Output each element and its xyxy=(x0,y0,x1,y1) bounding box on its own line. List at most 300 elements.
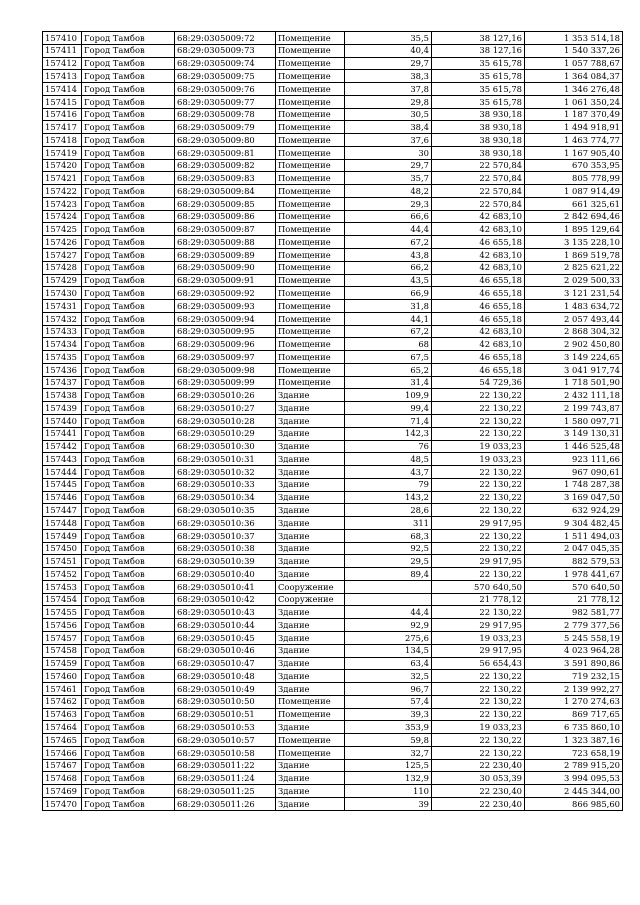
table-row xyxy=(43,57,623,70)
area-cell: 66,2 xyxy=(345,261,432,274)
table-row xyxy=(43,300,623,313)
cadastral-number-cell: 68:29:0305009:81 xyxy=(175,146,276,159)
table-row xyxy=(43,619,623,632)
cadastral-value-cell: 1 061 350,24 xyxy=(525,95,623,108)
cadastral-number-cell: 68:29:0305009:86 xyxy=(175,210,276,223)
row-number: 157453 xyxy=(43,580,82,593)
table-row xyxy=(43,338,623,351)
cadastral-number-cell: 68:29:0305010:49 xyxy=(175,683,276,696)
area-cell xyxy=(345,593,432,606)
area-cell: 67,5 xyxy=(345,351,432,364)
table-row xyxy=(43,121,623,134)
cadastral-value-cell: 3 041 917,74 xyxy=(525,363,623,376)
city-cell: Город Тамбов xyxy=(82,389,175,402)
row-number: 157433 xyxy=(43,325,82,338)
cadastral-value-cell: 2 445 344,00 xyxy=(525,785,623,798)
cadastral-value-cell: 1 446 525,48 xyxy=(525,440,623,453)
cadastral-value-cell: 866 985,60 xyxy=(525,797,623,810)
cadastral-value-cell: 1 270 274,63 xyxy=(525,695,623,708)
unit-value-cell: 42 683,10 xyxy=(432,325,525,338)
object-type-cell: Помещение xyxy=(276,210,345,223)
cadastral-number-cell: 68:29:0305009:78 xyxy=(175,108,276,121)
object-type-cell: Здание xyxy=(276,785,345,798)
object-type-cell: Помещение xyxy=(276,351,345,364)
city-cell: Город Тамбов xyxy=(82,172,175,185)
row-number: 157443 xyxy=(43,453,82,466)
area-cell: 48,2 xyxy=(345,185,432,198)
unit-value-cell: 22 570,84 xyxy=(432,197,525,210)
cadastral-number-cell: 68:29:0305009:88 xyxy=(175,236,276,249)
cadastral-value-cell: 3 121 231,54 xyxy=(525,287,623,300)
area-cell: 48,5 xyxy=(345,453,432,466)
row-number: 157466 xyxy=(43,746,82,759)
area-cell: 68,3 xyxy=(345,529,432,542)
area-cell: 35,5 xyxy=(345,32,432,45)
unit-value-cell: 22 130,22 xyxy=(432,606,525,619)
cadastral-number-cell: 68:29:0305009:85 xyxy=(175,197,276,210)
row-number: 157456 xyxy=(43,619,82,632)
unit-value-cell: 21 778,12 xyxy=(432,593,525,606)
unit-value-cell: 22 130,22 xyxy=(432,504,525,517)
cadastral-number-cell: 68:29:0305009:95 xyxy=(175,325,276,338)
cadastral-value-cell: 2 139 992,27 xyxy=(525,683,623,696)
area-cell: 30 xyxy=(345,146,432,159)
row-number: 157414 xyxy=(43,83,82,96)
table-row xyxy=(43,721,623,734)
area-cell: 76 xyxy=(345,440,432,453)
table-row xyxy=(43,287,623,300)
row-number: 157425 xyxy=(43,223,82,236)
cadastral-number-cell: 68:29:0305009:99 xyxy=(175,376,276,389)
city-cell: Город Тамбов xyxy=(82,631,175,644)
cadastral-value-cell: 2 789 915,20 xyxy=(525,759,623,772)
object-type-cell: Помещение xyxy=(276,223,345,236)
row-number: 157416 xyxy=(43,108,82,121)
row-number: 157435 xyxy=(43,351,82,364)
unit-value-cell: 35 615,78 xyxy=(432,95,525,108)
unit-value-cell: 22 130,22 xyxy=(432,478,525,491)
cadastral-value-cell: 3 169 047,50 xyxy=(525,491,623,504)
object-type-cell: Здание xyxy=(276,670,345,683)
cadastral-number-cell: 68:29:0305010:44 xyxy=(175,619,276,632)
unit-value-cell: 38 127,16 xyxy=(432,44,525,57)
cadastral-number-cell: 68:29:0305010:53 xyxy=(175,721,276,734)
city-cell: Город Тамбов xyxy=(82,70,175,83)
table-row xyxy=(43,606,623,619)
cadastral-value-cell: 3 591 890,86 xyxy=(525,657,623,670)
unit-value-cell: 46 655,18 xyxy=(432,351,525,364)
cadastral-value-cell: 2 868 304,32 xyxy=(525,325,623,338)
object-type-cell: Помещение xyxy=(276,185,345,198)
object-type-cell: Помещение xyxy=(276,159,345,172)
unit-value-cell: 42 683,10 xyxy=(432,261,525,274)
city-cell: Город Тамбов xyxy=(82,542,175,555)
area-cell: 29,8 xyxy=(345,95,432,108)
row-number: 157431 xyxy=(43,300,82,313)
table-row xyxy=(43,325,623,338)
row-number: 157417 xyxy=(43,121,82,134)
city-cell: Город Тамбов xyxy=(82,338,175,351)
area-cell: 109,9 xyxy=(345,389,432,402)
cadastral-value-cell: 1 187 370,49 xyxy=(525,108,623,121)
row-number: 157426 xyxy=(43,236,82,249)
row-number: 157462 xyxy=(43,695,82,708)
area-cell: 44,4 xyxy=(345,223,432,236)
area-cell: 311 xyxy=(345,517,432,530)
row-number: 157444 xyxy=(43,466,82,479)
unit-value-cell: 22 230,40 xyxy=(432,759,525,772)
object-type-cell: Здание xyxy=(276,721,345,734)
table-row xyxy=(43,312,623,325)
unit-value-cell: 19 033,23 xyxy=(432,721,525,734)
unit-value-cell: 22 130,22 xyxy=(432,402,525,415)
cadastral-number-cell: 68:29:0305010:42 xyxy=(175,593,276,606)
cadastral-value-cell: 661 325,61 xyxy=(525,197,623,210)
city-cell: Город Тамбов xyxy=(82,83,175,96)
unit-value-cell: 22 130,22 xyxy=(432,695,525,708)
cadastral-value-cell: 923 111,66 xyxy=(525,453,623,466)
city-cell: Город Тамбов xyxy=(82,504,175,517)
row-number: 157415 xyxy=(43,95,82,108)
table-row xyxy=(43,414,623,427)
cadastral-number-cell: 68:29:0305009:94 xyxy=(175,312,276,325)
cadastral-value-sheet xyxy=(42,31,623,811)
city-cell: Город Тамбов xyxy=(82,529,175,542)
row-number: 157411 xyxy=(43,44,82,57)
unit-value-cell: 22 130,22 xyxy=(432,389,525,402)
object-type-cell: Здание xyxy=(276,619,345,632)
area-cell: 96,7 xyxy=(345,683,432,696)
unit-value-cell: 46 655,18 xyxy=(432,236,525,249)
cadastral-value-cell: 882 579,53 xyxy=(525,555,623,568)
unit-value-cell: 22 130,22 xyxy=(432,568,525,581)
area-cell: 32,5 xyxy=(345,670,432,683)
row-number: 157446 xyxy=(43,491,82,504)
city-cell: Город Тамбов xyxy=(82,223,175,236)
cadastral-number-cell: 68:29:0305010:31 xyxy=(175,453,276,466)
table-row xyxy=(43,466,623,479)
unit-value-cell: 22 130,22 xyxy=(432,466,525,479)
object-type-cell: Здание xyxy=(276,491,345,504)
city-cell: Город Тамбов xyxy=(82,325,175,338)
cadastral-number-cell: 68:29:0305009:80 xyxy=(175,134,276,147)
city-cell: Город Тамбов xyxy=(82,274,175,287)
table-row xyxy=(43,593,623,606)
area-cell: 29,5 xyxy=(345,555,432,568)
table-row xyxy=(43,159,623,172)
cadastral-value-cell: 1 087 914,49 xyxy=(525,185,623,198)
table-row xyxy=(43,363,623,376)
city-cell: Город Тамбов xyxy=(82,210,175,223)
row-number: 157421 xyxy=(43,172,82,185)
unit-value-cell: 22 130,22 xyxy=(432,683,525,696)
cadastral-number-cell: 68:29:0305010:51 xyxy=(175,708,276,721)
object-type-cell: Здание xyxy=(276,440,345,453)
area-cell: 142,3 xyxy=(345,427,432,440)
unit-value-cell: 38 930,18 xyxy=(432,134,525,147)
object-type-cell: Помещение xyxy=(276,95,345,108)
area-cell: 353,9 xyxy=(345,721,432,734)
unit-value-cell: 19 033,23 xyxy=(432,453,525,466)
row-number: 157432 xyxy=(43,312,82,325)
city-cell: Город Тамбов xyxy=(82,287,175,300)
table-row xyxy=(43,376,623,389)
unit-value-cell: 54 729,36 xyxy=(432,376,525,389)
table-row xyxy=(43,453,623,466)
area-cell: 32,7 xyxy=(345,746,432,759)
object-type-cell: Здание xyxy=(276,631,345,644)
row-number: 157460 xyxy=(43,670,82,683)
cadastral-value-cell: 2 057 493,44 xyxy=(525,312,623,325)
unit-value-cell: 46 655,18 xyxy=(432,274,525,287)
cadastral-value-cell: 5 245 558,19 xyxy=(525,631,623,644)
city-cell: Город Тамбов xyxy=(82,440,175,453)
row-number: 157419 xyxy=(43,146,82,159)
cadastral-value-cell: 2 047 045,35 xyxy=(525,542,623,555)
city-cell: Город Тамбов xyxy=(82,376,175,389)
area-cell: 35,7 xyxy=(345,172,432,185)
area-cell: 59,8 xyxy=(345,734,432,747)
area-cell: 92,5 xyxy=(345,542,432,555)
row-number: 157468 xyxy=(43,772,82,785)
unit-value-cell: 46 655,18 xyxy=(432,363,525,376)
city-cell: Город Тамбов xyxy=(82,95,175,108)
cadastral-value-cell: 1 978 441,67 xyxy=(525,568,623,581)
area-cell: 40,4 xyxy=(345,44,432,57)
cadastral-number-cell: 68:29:0305009:74 xyxy=(175,57,276,70)
cadastral-number-cell: 68:29:0305009:96 xyxy=(175,338,276,351)
object-type-cell: Здание xyxy=(276,568,345,581)
table-body xyxy=(43,32,623,811)
object-type-cell: Здание xyxy=(276,414,345,427)
table-row xyxy=(43,746,623,759)
cadastral-value-cell: 670 353,95 xyxy=(525,159,623,172)
city-cell: Город Тамбов xyxy=(82,746,175,759)
object-type-cell: Здание xyxy=(276,797,345,810)
table-row xyxy=(43,83,623,96)
row-number: 157412 xyxy=(43,57,82,70)
table-row xyxy=(43,440,623,453)
object-type-cell: Здание xyxy=(276,517,345,530)
city-cell: Город Тамбов xyxy=(82,44,175,57)
cadastral-number-cell: 68:29:0305010:50 xyxy=(175,695,276,708)
cadastral-value-cell: 21 778,12 xyxy=(525,593,623,606)
unit-value-cell: 22 570,84 xyxy=(432,172,525,185)
cadastral-number-cell: 68:29:0305010:57 xyxy=(175,734,276,747)
table-row xyxy=(43,70,623,83)
city-cell: Город Тамбов xyxy=(82,734,175,747)
cadastral-number-cell: 68:29:0305010:32 xyxy=(175,466,276,479)
cadastral-number-cell: 68:29:0305009:91 xyxy=(175,274,276,287)
area-cell xyxy=(345,580,432,593)
unit-value-cell: 22 130,22 xyxy=(432,670,525,683)
table-row xyxy=(43,146,623,159)
table-row xyxy=(43,529,623,542)
area-cell: 132,9 xyxy=(345,772,432,785)
city-cell: Город Тамбов xyxy=(82,478,175,491)
object-type-cell: Здание xyxy=(276,555,345,568)
object-type-cell: Помещение xyxy=(276,695,345,708)
cadastral-number-cell: 68:29:0305009:76 xyxy=(175,83,276,96)
row-number: 157413 xyxy=(43,70,82,83)
cadastral-number-cell: 68:29:0305009:98 xyxy=(175,363,276,376)
unit-value-cell: 29 917,95 xyxy=(432,555,525,568)
city-cell: Город Тамбов xyxy=(82,491,175,504)
cadastral-value-cell: 1 353 514,18 xyxy=(525,32,623,45)
row-number: 157423 xyxy=(43,197,82,210)
cadastral-number-cell: 68:29:0305009:90 xyxy=(175,261,276,274)
cadastral-value-cell: 1 364 084,37 xyxy=(525,70,623,83)
row-number: 157410 xyxy=(43,32,82,45)
city-cell: Город Тамбов xyxy=(82,312,175,325)
cadastral-number-cell: 68:29:0305009:72 xyxy=(175,32,276,45)
cadastral-number-cell: 68:29:0305010:34 xyxy=(175,491,276,504)
cadastral-value-cell: 1 463 774,77 xyxy=(525,134,623,147)
table-row xyxy=(43,772,623,785)
cadastral-number-cell: 68:29:0305009:82 xyxy=(175,159,276,172)
cadastral-value-cell: 3 994 095,53 xyxy=(525,772,623,785)
cadastral-value-cell: 570 640,50 xyxy=(525,580,623,593)
object-type-cell: Помещение xyxy=(276,44,345,57)
row-number: 157455 xyxy=(43,606,82,619)
cadastral-value-cell: 1 869 519,78 xyxy=(525,249,623,262)
table-row xyxy=(43,580,623,593)
cadastral-value-cell: 3 149 224,65 xyxy=(525,351,623,364)
city-cell: Город Тамбов xyxy=(82,466,175,479)
table-row xyxy=(43,555,623,568)
city-cell: Город Тамбов xyxy=(82,785,175,798)
cadastral-value-cell: 805 778,99 xyxy=(525,172,623,185)
unit-value-cell: 35 615,78 xyxy=(432,70,525,83)
cadastral-number-cell: 68:29:0305009:75 xyxy=(175,70,276,83)
table-row xyxy=(43,108,623,121)
area-cell: 65,2 xyxy=(345,363,432,376)
row-number: 157434 xyxy=(43,338,82,351)
object-type-cell: Здание xyxy=(276,466,345,479)
area-cell: 67,2 xyxy=(345,325,432,338)
row-number: 157449 xyxy=(43,529,82,542)
area-cell: 66,9 xyxy=(345,287,432,300)
object-type-cell: Здание xyxy=(276,427,345,440)
cadastral-value-cell: 2 029 500,33 xyxy=(525,274,623,287)
row-number: 157451 xyxy=(43,555,82,568)
cadastral-number-cell: 68:29:0305010:58 xyxy=(175,746,276,759)
table-row xyxy=(43,797,623,810)
unit-value-cell: 38 930,18 xyxy=(432,146,525,159)
cadastral-number-cell: 68:29:0305010:37 xyxy=(175,529,276,542)
object-type-cell: Помещение xyxy=(276,287,345,300)
city-cell: Город Тамбов xyxy=(82,683,175,696)
row-number: 157447 xyxy=(43,504,82,517)
row-number: 157427 xyxy=(43,249,82,262)
area-cell: 125,5 xyxy=(345,759,432,772)
area-cell: 38,4 xyxy=(345,121,432,134)
cadastral-number-cell: 68:29:0305009:84 xyxy=(175,185,276,198)
city-cell: Город Тамбов xyxy=(82,32,175,45)
object-type-cell: Помещение xyxy=(276,261,345,274)
object-type-cell: Здание xyxy=(276,389,345,402)
table-row xyxy=(43,631,623,644)
cadastral-number-cell: 68:29:0305009:89 xyxy=(175,249,276,262)
city-cell: Город Тамбов xyxy=(82,721,175,734)
table-row xyxy=(43,568,623,581)
unit-value-cell: 38 930,18 xyxy=(432,108,525,121)
city-cell: Город Тамбов xyxy=(82,453,175,466)
area-cell: 275,6 xyxy=(345,631,432,644)
unit-value-cell: 22 230,40 xyxy=(432,785,525,798)
object-type-cell: Сооружение xyxy=(276,580,345,593)
area-cell: 71,4 xyxy=(345,414,432,427)
row-number: 157463 xyxy=(43,708,82,721)
row-number: 157430 xyxy=(43,287,82,300)
row-number: 157439 xyxy=(43,402,82,415)
object-type-cell: Помещение xyxy=(276,312,345,325)
cadastral-value-cell: 1 748 287,38 xyxy=(525,478,623,491)
cadastral-number-cell: 68:29:0305010:28 xyxy=(175,414,276,427)
table-row xyxy=(43,223,623,236)
city-cell: Город Тамбов xyxy=(82,517,175,530)
unit-value-cell: 29 917,95 xyxy=(432,619,525,632)
object-type-cell: Здание xyxy=(276,453,345,466)
cadastral-value-cell: 1 580 097,71 xyxy=(525,414,623,427)
city-cell: Город Тамбов xyxy=(82,772,175,785)
row-number: 157457 xyxy=(43,631,82,644)
object-type-cell: Помещение xyxy=(276,146,345,159)
object-type-cell: Помещение xyxy=(276,83,345,96)
cadastral-value-cell: 632 924,29 xyxy=(525,504,623,517)
table-row xyxy=(43,695,623,708)
table-row xyxy=(43,542,623,555)
row-number: 157470 xyxy=(43,797,82,810)
cadastral-number-cell: 68:29:0305010:41 xyxy=(175,580,276,593)
row-number: 157458 xyxy=(43,644,82,657)
cadastral-number-cell: 68:29:0305010:46 xyxy=(175,644,276,657)
cadastral-value-cell: 719 232,15 xyxy=(525,670,623,683)
unit-value-cell: 22 130,22 xyxy=(432,529,525,542)
object-type-cell: Помещение xyxy=(276,197,345,210)
row-number: 157459 xyxy=(43,657,82,670)
cadastral-value-cell: 869 717,65 xyxy=(525,708,623,721)
city-cell: Город Тамбов xyxy=(82,695,175,708)
area-cell: 29,7 xyxy=(345,159,432,172)
row-number: 157438 xyxy=(43,389,82,402)
cadastral-number-cell: 68:29:0305009:73 xyxy=(175,44,276,57)
cadastral-number-cell: 68:29:0305010:36 xyxy=(175,517,276,530)
cadastral-number-cell: 68:29:0305010:35 xyxy=(175,504,276,517)
object-type-cell: Здание xyxy=(276,644,345,657)
table-row xyxy=(43,261,623,274)
object-type-cell: Помещение xyxy=(276,274,345,287)
row-number: 157448 xyxy=(43,517,82,530)
object-type-cell: Здание xyxy=(276,542,345,555)
cadastral-value-cell: 1 494 918,91 xyxy=(525,121,623,134)
object-type-cell: Сооружение xyxy=(276,593,345,606)
area-cell: 39 xyxy=(345,797,432,810)
table-row xyxy=(43,197,623,210)
city-cell: Город Тамбов xyxy=(82,134,175,147)
city-cell: Город Тамбов xyxy=(82,657,175,670)
object-type-cell: Здание xyxy=(276,606,345,619)
object-type-cell: Помещение xyxy=(276,249,345,262)
cadastral-number-cell: 68:29:0305010:33 xyxy=(175,478,276,491)
city-cell: Город Тамбов xyxy=(82,351,175,364)
object-type-cell: Здание xyxy=(276,657,345,670)
cadastral-number-cell: 68:29:0305010:27 xyxy=(175,402,276,415)
city-cell: Город Тамбов xyxy=(82,57,175,70)
table-row xyxy=(43,402,623,415)
object-type-cell: Помещение xyxy=(276,236,345,249)
table-row xyxy=(43,44,623,57)
